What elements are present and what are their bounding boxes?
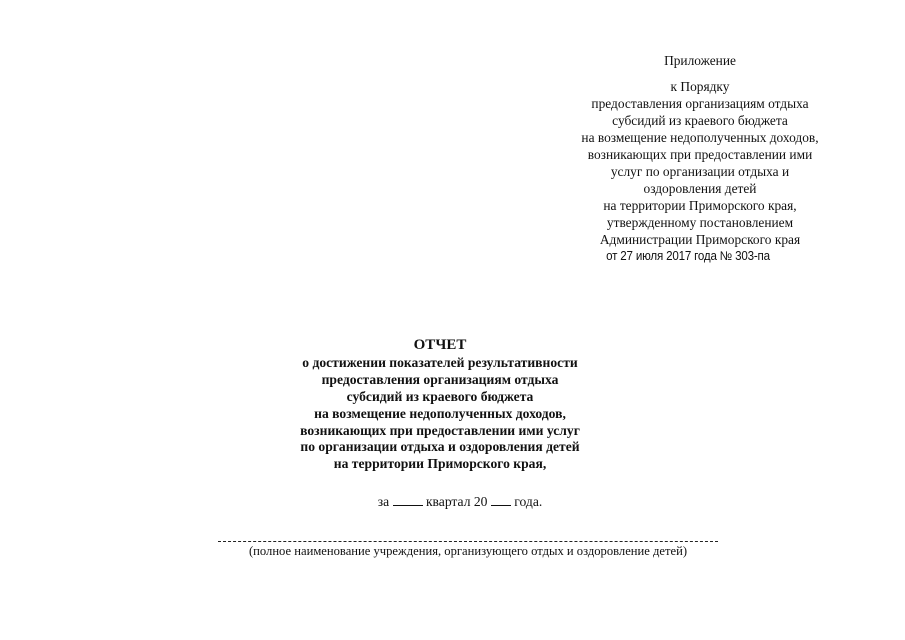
appendix-line: к Порядку [670,79,730,94]
period-suffix: года. [514,494,543,509]
organization-name-line [218,541,718,542]
report-title-block [250,337,630,473]
appendix-title: Приложение [664,53,736,68]
report-line: по организации отдыха и оздоровления детей [300,439,580,455]
appendix-line: субсидий из краевого бюджета [612,113,788,128]
report-heading: ОТЧЕТ [413,337,467,353]
appendix-line: утвержденному постановлением [606,215,794,230]
appendix-line: на возмещение недополученных доходов, [581,130,819,145]
report-line: на территории Приморского края, [333,456,547,472]
report-line: на возмещение недополученных доходов, [314,405,566,421]
report-line: возникающих при предоставлении ими услуг [300,422,580,438]
appendix-line: возникающих при предоставлении ими [587,147,813,162]
report-line: о достижении показателей результативности [302,354,578,370]
appendix-line: услуг по организации отдыха и [610,164,790,179]
year-blank [491,494,511,506]
period-quarter-word: квартал 20 [425,494,488,509]
organization-name-caption: (полное наименование учреждения, организующего отдых и оздоровление детей) [248,544,688,558]
period-prefix: за [377,494,390,509]
reporting-period [330,494,590,510]
appendix-date-line: от 27 июля 2017 года № 303-па [606,249,770,263]
appendix-line: предоставления организациям отдыха [591,96,809,111]
quarter-blank [393,494,423,506]
report-line: субсидий из краевого бюджета [346,388,534,404]
appendix-line: на территории Приморского края, [603,198,797,213]
report-line: предоставления организациям отдыха [321,371,559,387]
appendix-line: Администрации Приморского края [599,232,801,247]
appendix-block [520,52,880,265]
appendix-line: оздоровления детей [643,181,757,196]
